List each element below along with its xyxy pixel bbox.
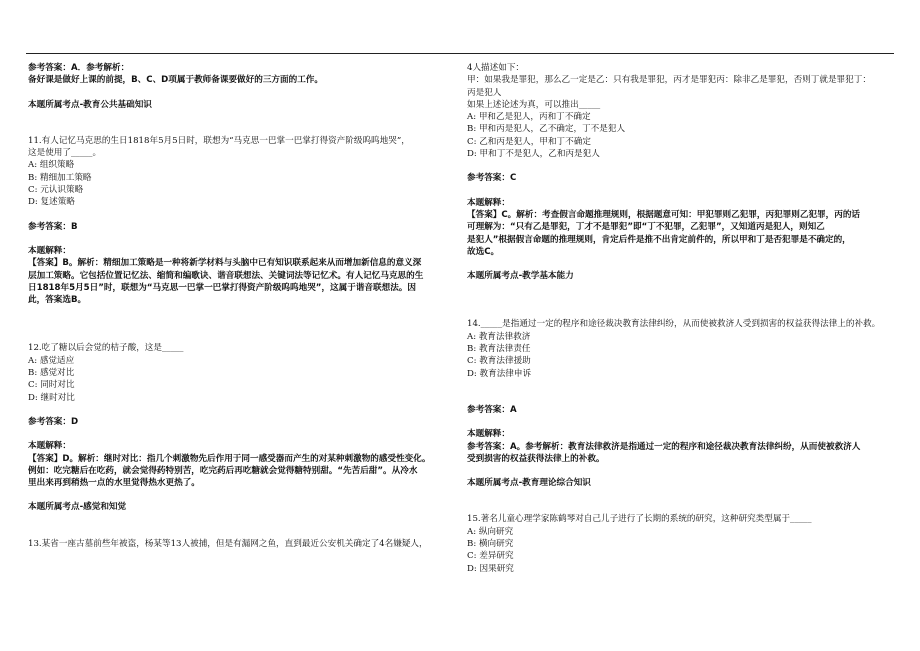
- right-text-line: 4人描述如下：: [467, 63, 525, 73]
- spacer: [467, 380, 897, 404]
- left-text-line: 本题所属考点-感觉和知觉: [28, 502, 127, 513]
- left-text-line: 例如：吃完糖后在吃药，就会觉得药特别苦，吃完药后再吃糖就会觉得糖特别甜。“先苦后甜”。从冷水: [28, 465, 418, 476]
- left-text-line: 里出来再到稍热一点的水里觉得热水更热了。: [28, 478, 200, 489]
- header-rule: [26, 53, 894, 54]
- right-text-line: C: 乙和丙是犯人，甲和丁不确定: [467, 136, 591, 147]
- left-text-line: 此，答案选B。: [28, 295, 87, 306]
- spacer: [28, 87, 448, 99]
- spacer: [467, 185, 897, 197]
- spacer: [467, 282, 897, 306]
- spacer: [467, 465, 897, 477]
- spacer: [28, 233, 448, 245]
- right-text-line: B: 甲和丙是犯人，乙不确定，丁不是犯人: [467, 124, 626, 135]
- left-text-line: 13.某省一座古墓前些年被盗，杨某等13人被捕，但是有漏网之鱼，直到最近公安机关确定了4名嫌疑人，: [28, 538, 428, 549]
- right-text-line: 甲：如果我是罪犯，那么乙一定是乙：只有我是罪犯，丙才是罪犯丙：除非乙是罪犯，否则丁就是罪犯丁：: [467, 75, 871, 86]
- left-text-line: C: 元认识策略: [28, 185, 84, 196]
- left-text-line: 这是使用了_____。: [28, 148, 102, 159]
- spacer: [28, 514, 448, 538]
- spacer: [467, 416, 897, 428]
- spacer: [28, 404, 448, 416]
- left-text-line: 层加工策略。它包括位置记忆法、缩简和编歌诀、谐音联想法、关键词法等记忆术。有人记忆马克思的生: [28, 270, 424, 281]
- right-text-line: B: 横向研究: [467, 539, 514, 550]
- right-text-line: 参考答案：A: [467, 404, 517, 415]
- left-text-line: 【答案】D。解析：继时对比：指几个刺激物先后作用于同一感受器而产生的对某种刺激物的感受性变化。: [28, 453, 431, 464]
- right-text-line: 故选C。: [467, 246, 500, 257]
- right-text-line: 本题解释：: [467, 197, 510, 208]
- right-text-line: 是犯人”根据假言命题的推理规则，肯定后件是推不出肯定前件的，所以甲和丁是否犯罪是不确定的，: [467, 234, 851, 245]
- right-text-line: C: 差异研究: [467, 551, 514, 562]
- left-text-line: 参考答案：D: [28, 416, 79, 427]
- right-text-line: 受到损害的权益获得法律上的补救。: [467, 453, 605, 464]
- left-text-line: 参考答案：B: [28, 221, 78, 232]
- left-text-line: 本题解释：: [28, 441, 71, 452]
- left-text-line: C: 同时对比: [28, 380, 75, 391]
- right-text-line: A: 纵向研究: [467, 526, 514, 537]
- left-text-line: A: 组织策略: [28, 160, 75, 171]
- left-text-line: 11.有人记忆马克思的生日1818年5月5日时，联想为“马克思一巴掌一巴掌打得资产阶级呜呜地哭”，: [28, 135, 410, 146]
- right-text-line: A: 甲和乙是犯人，丙和丁不确定: [467, 112, 591, 123]
- spacer: [28, 428, 448, 440]
- right-text-line: 【答案】C。解析：考查假言命题推理规则，根据题意可知：甲犯罪则乙犯罪，丙犯罪则乙犯罪，丙的话: [467, 209, 861, 220]
- left-text-line: B: 感觉对比: [28, 368, 75, 379]
- left-text-line: A: 感觉适应: [28, 355, 75, 366]
- left-text-line: 本题所属考点-教育公共基础知识: [28, 99, 152, 110]
- right-text-line: B: 教育法律责任: [467, 344, 531, 355]
- left-text-line: D: 复述策略: [28, 197, 75, 208]
- left-text-line: 本题解释：: [28, 245, 71, 256]
- right-text-line: 如果上述论述为真，可以推出_____: [467, 99, 601, 110]
- right-text-line: D: 教育法律申诉: [467, 368, 532, 379]
- spacer: [467, 160, 897, 172]
- spacer: [28, 209, 448, 221]
- right-text-line: D: 甲和丁不是犯人，乙和丙是犯人: [467, 149, 600, 160]
- left-text-line: 备好课是做好上课的前提，B、C、D项属于教师备课要做好的三方面的工作。: [28, 75, 323, 86]
- spacer: [28, 111, 448, 135]
- spacer: [467, 489, 897, 513]
- right-text-line: C: 教育法律援助: [467, 356, 531, 367]
- left-text-line: B: 精细加工策略: [28, 172, 92, 183]
- left-text-line: D: 继时对比: [28, 392, 75, 403]
- right-text-line: 15.著名儿童心理学家陈鹤琴对自己儿子进行了长期的系统的研究，这种研究类型属于_____: [467, 514, 812, 525]
- spacer: [467, 258, 897, 270]
- right-column: [467, 62, 897, 575]
- right-text-line: 可理解为：“只有乙是罪犯，丁才不是罪犯”即“丁不犯罪，乙犯罪”，又知道丙是犯人，则知乙: [467, 222, 825, 233]
- spacer: [28, 489, 448, 501]
- left-text-line: 参考答案：A．参考解析：: [28, 63, 130, 73]
- right-text-line: A: 教育法律救济: [467, 331, 531, 342]
- right-text-line: D: 因果研究: [467, 563, 514, 574]
- right-text-line: 本题所属考点-教学基本能力: [467, 271, 574, 282]
- spacer: [28, 330, 448, 342]
- spacer: [28, 306, 448, 330]
- spacer: [467, 306, 897, 318]
- right-text-line: 参考答案：A。参考解析：教育法律救济是指通过一定的程序和途径裁决教育法律纠纷，从而使被救济人: [467, 441, 861, 452]
- right-text-line: 14._____是指通过一定的程序和途径裁决教育法律纠纷，从而使被救济人受到损害的权益获得法律上的补救。: [467, 319, 881, 330]
- right-text-line: 参考答案：C: [467, 173, 517, 184]
- right-text-line: 本题所属考点-教育理论综合知识: [467, 478, 591, 489]
- right-text-line: 丙是犯人: [467, 87, 502, 98]
- left-text-line: 【答案】B。解析：精细加工策略是一种将新学材料与头脑中已有知识联系起来从而增加新信息的意义深: [28, 258, 422, 269]
- right-text-line: 本题解释：: [467, 429, 510, 440]
- left-text-line: 12.吃了糖以后会觉的桔子酸，这是_____: [28, 343, 184, 354]
- left-text-line: 日1818年5月5日”时，联想为“马克思一巴掌一巴掌打得资产阶级呜呜地哭”，这属于谐音联想法。因: [28, 282, 416, 293]
- left-column: [28, 62, 448, 550]
